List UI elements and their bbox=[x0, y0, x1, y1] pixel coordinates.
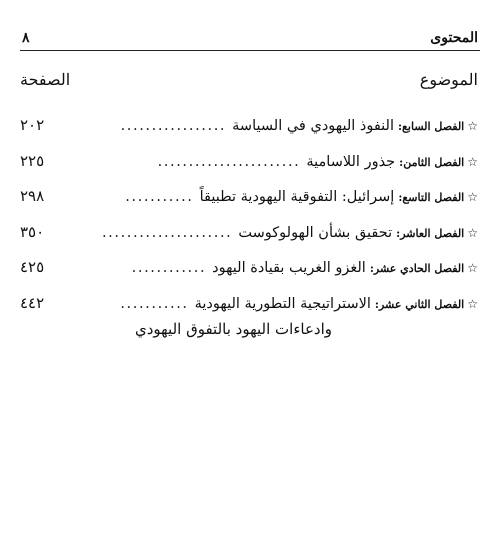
chapter-page-number: ٢٩٨ bbox=[20, 187, 45, 205]
chapter-page-number: ٢٠٢ bbox=[20, 116, 45, 134]
star-icon: ☆ bbox=[467, 225, 478, 240]
dot-leader: ....................... bbox=[157, 153, 301, 170]
chapter-page-number: ٣٥٠ bbox=[20, 222, 45, 241]
star-icon: ☆ bbox=[467, 154, 478, 169]
subject-column-heading: الموضوع bbox=[419, 70, 478, 89]
dot-leader: ............ bbox=[131, 260, 207, 276]
toc-entry bbox=[20, 258, 478, 294]
star-icon: ☆ bbox=[467, 119, 478, 133]
chapter-title: الاستراتيجية التطورية اليهودية bbox=[194, 295, 371, 312]
chapter-label: الفصل التاسع: bbox=[398, 191, 465, 204]
chapter-label: الفصل العاشر: bbox=[396, 226, 465, 240]
chapter-title: إسرائيل: التفوقية اليهودية تطبيقاً bbox=[199, 189, 395, 205]
chapter-page-number: ٢٢٥ bbox=[20, 151, 45, 170]
table-of-contents bbox=[20, 116, 478, 329]
running-header bbox=[22, 30, 478, 46]
chapter-title: تحقيق بشأن الهولوكوست bbox=[238, 224, 393, 241]
chapter-label: الفصل الحادي عشر: bbox=[369, 262, 465, 275]
star-icon: ☆ bbox=[467, 190, 478, 204]
chapter-title: الغزو الغريب بقيادة اليهود bbox=[212, 260, 366, 276]
star-icon: ☆ bbox=[467, 296, 478, 311]
page-column-heading: الصفحة bbox=[20, 70, 71, 89]
chapter-page-number: ٤٤٢ bbox=[20, 293, 45, 312]
chapter-label: الفصل الثاني عشر: bbox=[374, 297, 465, 311]
section-title: المحتوى bbox=[430, 30, 478, 46]
page-number: ٨ bbox=[22, 30, 30, 46]
toc-entry bbox=[20, 116, 478, 152]
header-rule bbox=[20, 50, 480, 51]
chapter-title: النفوذ اليهودي في السياسة bbox=[232, 118, 394, 134]
chapter-label: الفصل الثامن: bbox=[399, 155, 465, 169]
dot-leader: ........... bbox=[120, 295, 189, 312]
chapter-label: الفصل السابع: bbox=[398, 120, 465, 133]
star-icon: ☆ bbox=[467, 261, 478, 275]
chapter-page-number: ٤٢٥ bbox=[20, 258, 45, 276]
toc-entry bbox=[20, 223, 478, 259]
toc-entry bbox=[20, 152, 478, 188]
dot-leader: ..................... bbox=[101, 224, 233, 241]
dot-leader: ........... bbox=[125, 189, 194, 205]
column-headings bbox=[20, 70, 478, 89]
dot-leader: ................. bbox=[120, 118, 227, 134]
toc-entry bbox=[20, 187, 478, 223]
chapter-title-continuation: وادعاءات اليهود بالتفوق اليهودي bbox=[134, 320, 332, 338]
chapter-title: جذور اللاسامية bbox=[306, 153, 396, 170]
